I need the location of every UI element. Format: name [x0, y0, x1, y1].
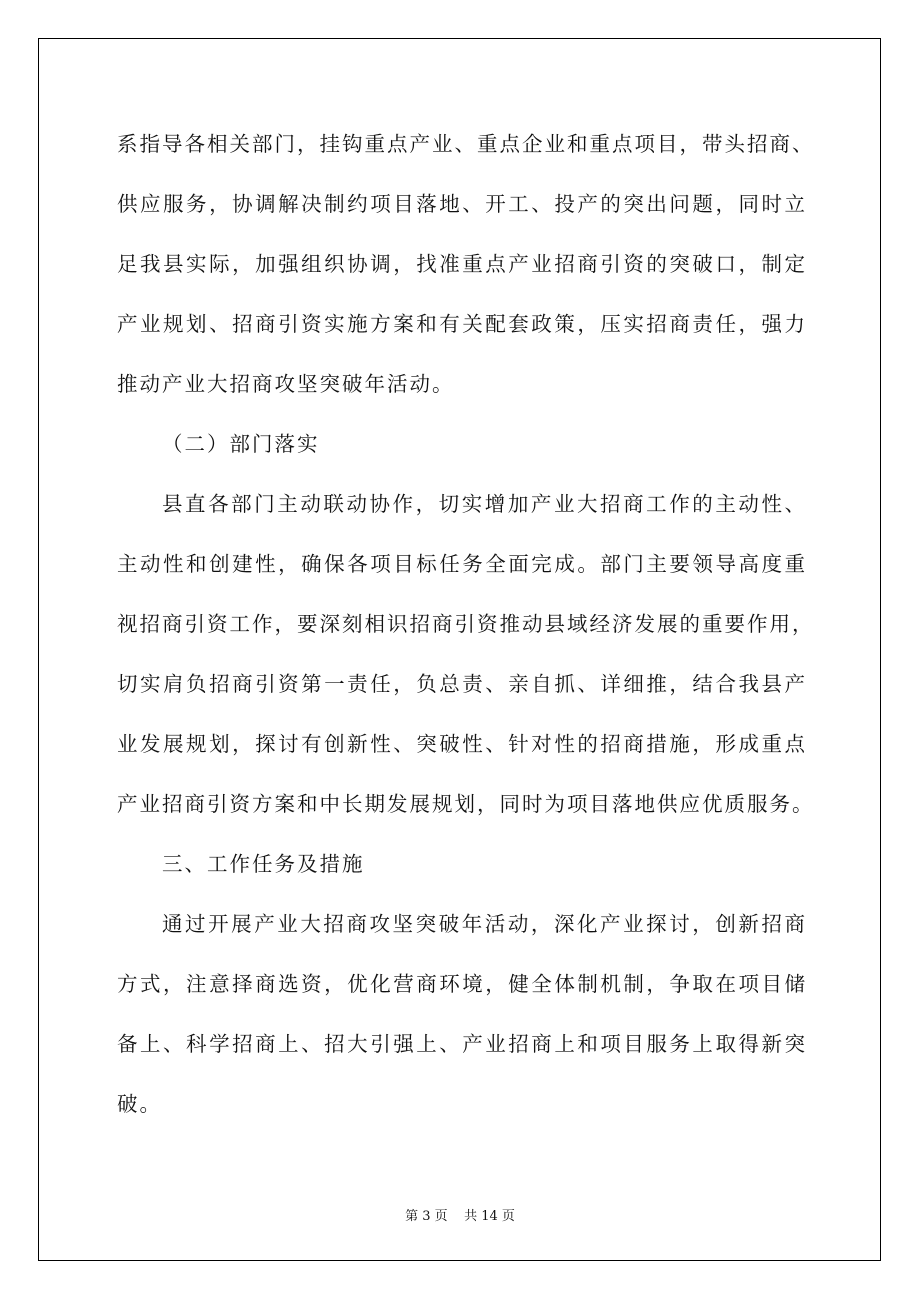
text-line: 备上、科学招商上、招大引强上、产业招商上和项目服务上取得新突	[117, 1032, 807, 1056]
text-line: 主动性和创建性，确保各项目标任务全面完成。部门主要领导高度重	[117, 552, 807, 576]
text-line: 产业招商引资方案和中长期发展规划，同时为项目落地供应优质服务。	[117, 792, 815, 816]
text-line: （二）部门落实	[162, 432, 320, 456]
text-line: 县直各部门主动联动协作，切实增加产业大招商工作的主动性、	[162, 492, 807, 516]
text-line: 方式，注意择商选资，优化营商环境，健全体制机制，争取在项目储	[117, 972, 807, 996]
text-line: 产业规划、招商引资实施方案和有关配套政策，压实招商责任，强力	[117, 312, 807, 336]
text-line: 通过开展产业大招商攻坚突破年活动，深化产业探讨，创新招商	[162, 912, 807, 936]
text-line: 视招商引资工作，要深刻相识招商引资推动县域经济发展的重要作用，	[117, 612, 815, 636]
text-line: 推动产业大招商攻坚突破年活动。	[117, 372, 455, 396]
document-body	[117, 114, 815, 1134]
text-line: 足我县实际，加强组织协调，找准重点产业招商引资的突破口，制定	[117, 252, 807, 276]
text-line: 三、工作任务及措施	[162, 852, 365, 876]
page-footer: 第 3 页 共 14 页	[405, 1209, 515, 1224]
text-line: 系指导各相关部门，挂钩重点产业、重点企业和重点项目，带头招商、	[117, 132, 815, 156]
text-line: 切实肩负招商引资第一责任，负总责、亲自抓、详细推，结合我县产	[117, 672, 807, 696]
text-line: 破。	[117, 1092, 162, 1116]
text-line: 供应服务，协调解决制约项目落地、开工、投产的突出问题，同时立	[117, 192, 807, 216]
text-line: 业发展规划，探讨有创新性、突破性、针对性的招商措施，形成重点	[117, 732, 807, 756]
